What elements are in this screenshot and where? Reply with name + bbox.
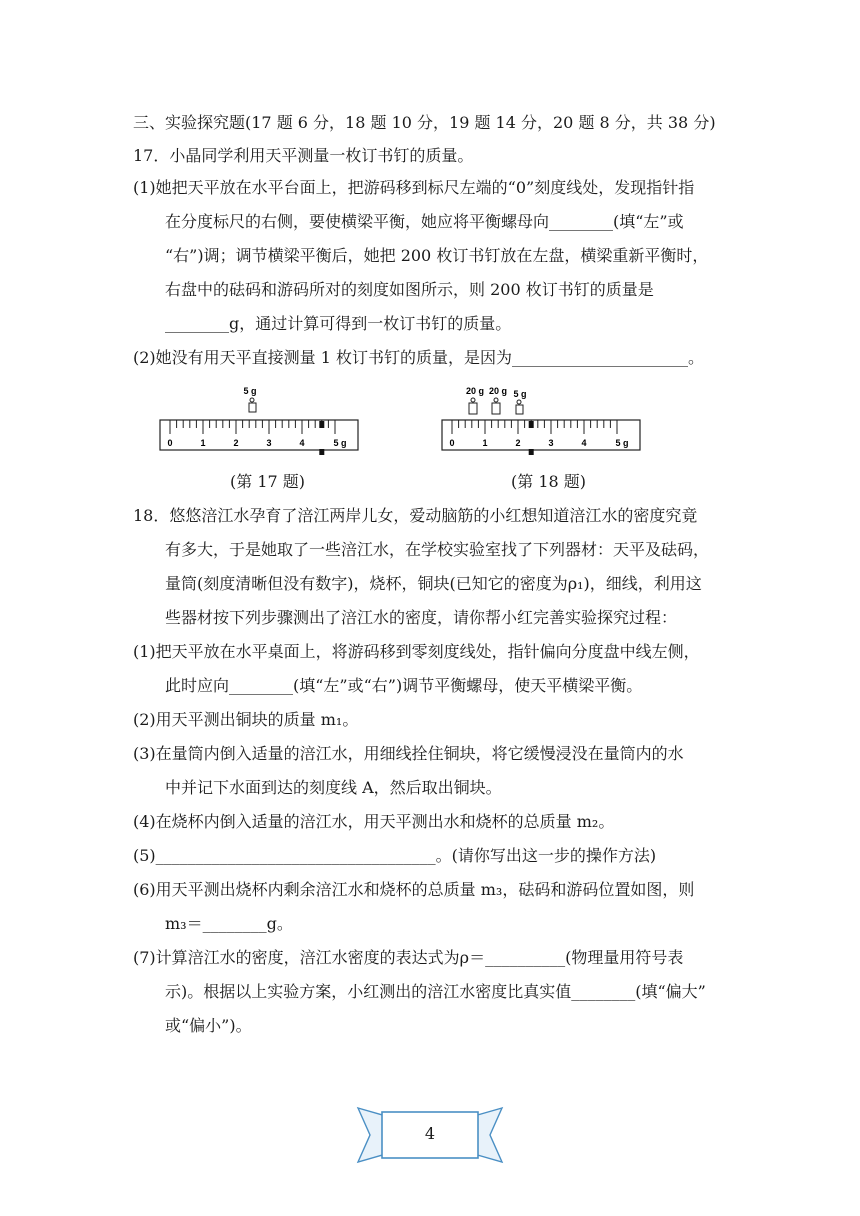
q17-part1-line3: “右”)调；调节横梁平衡后，她把 200 枚订书钉放在左盘，横梁重新平衡时， — [165, 246, 709, 265]
weight-20g-2 — [489, 386, 507, 414]
tick-label: 3 — [548, 438, 554, 448]
scale-tick-labels — [167, 438, 346, 448]
tick-label: 1 — [482, 438, 488, 448]
q18-step6-line2: m₃＝________g。 — [165, 914, 293, 933]
q18-step1-line2: 此时应向________(填“左”或“右”)调节平衡螺母，使天平横梁平衡。 — [165, 676, 643, 695]
rider-top — [319, 421, 324, 428]
q18-stem-line4: 些器材按下列步骤测出了涪江水的密度，请你帮小红完善实验探究过程： — [165, 608, 678, 627]
rider-marker — [529, 421, 534, 455]
q18-step7-line3: 或“偏小”)。 — [165, 1016, 252, 1035]
tick-label: 0 — [449, 438, 455, 448]
tick-label: 4 — [299, 438, 305, 448]
q18-step1-line1: (1)把天平放在水平桌面上，将游码移到零刻度线处，指针偏向分度盘中线左侧， — [133, 642, 700, 661]
weight-label: 5 g — [513, 389, 527, 399]
q18-step7-line2: 示)。根据以上实验方案，小红测出的涪江水密度比真实值________(填“偏大” — [165, 982, 706, 1001]
scale-ticks — [170, 420, 335, 434]
figure-17-caption: (第 17 题) — [230, 472, 306, 491]
q18-step3-line2: 中并记下水面到达的刻度线 A，然后取出铜块。 — [165, 778, 502, 797]
weight-20g-1 — [466, 386, 484, 414]
weight-label: 5 g — [243, 386, 257, 396]
q18-stem-line3: 量筒(刻度清晰但没有数字)，烧杯，铜块(已知它的密度为ρ₁)，细线，利用这 — [165, 574, 702, 593]
scale-tick-labels — [449, 438, 628, 448]
weight-label: 20 g — [488, 386, 508, 396]
q18-stem-line2: 有多大，于是她取了一些涪江水，在学校实验室找了下列器材：天平及砝码， — [165, 540, 710, 559]
tick-label: 2 — [233, 438, 239, 448]
tick-label: 5 g — [333, 438, 347, 448]
q18-step5: (5)___________________________________。(请你写出这一步的操作方法) — [133, 846, 657, 865]
rider-top — [529, 421, 534, 428]
q18-step4: (4)在烧杯内倒入适量的涪江水，用天平测出水和烧杯的总质量 m₂。 — [133, 812, 615, 831]
q18-step7-line1: (7)计算涪江水的密度，涪江水密度的表达式为ρ＝__________(物理量用符号表 — [133, 948, 684, 967]
scale-ticks — [452, 420, 617, 434]
rider-marker — [319, 421, 324, 455]
rider-bottom — [529, 449, 534, 455]
tick-label: 1 — [200, 438, 206, 448]
q17-part1-line1: (1)她把天平放在水平台面上，把游码移到标尺左端的“0”刻度线处，发现指针指 — [133, 178, 695, 197]
rider-bottom — [319, 449, 324, 455]
figure-18-caption: (第 18 题) — [511, 472, 587, 491]
figure-17-balance-scale — [150, 380, 370, 460]
q17-part1-line2: 在分度标尺的右侧，要使横梁平衡，她应将平衡螺母向________(填“左”或 — [165, 212, 684, 231]
tick-label: 5 g — [615, 438, 629, 448]
q17-part2: (2)她没有用天平直接测量 1 枚订书钉的质量，是因为______________________。 — [133, 348, 705, 367]
figure-18-balance-scale — [432, 380, 652, 460]
weight-5g — [243, 386, 256, 412]
tick-label: 4 — [581, 438, 587, 448]
q18-step3-line1: (3)在量筒内倒入适量的涪江水，用细线拴住铜块，将它缓慢浸没在量筒内的水 — [133, 744, 684, 763]
q17-part1-line5: ________g，通过计算可得到一枚订书钉的质量。 — [165, 314, 512, 333]
section-title: 三、实验探究题(17 题 6 分，18 题 10 分，19 题 14 分，20 题 8 分，共 38 分) — [133, 113, 716, 132]
q18-step6-line1: (6)用天平测出烧杯内剩余涪江水和烧杯的总质量 m₃，砝码和游码位置如图，则 — [133, 880, 695, 899]
weight-5g — [513, 389, 526, 414]
page-number: 4 — [424, 1124, 436, 1143]
q18-stem-line1: 18．悠悠涪江水孕育了涪江两岸儿女，爱动脑筋的小红想知道涪江水的密度究竟 — [133, 506, 698, 525]
tick-label: 0 — [167, 438, 173, 448]
q17-part1-line4: 右盘中的砝码和游码所对的刻度如图所示，则 200 枚订书钉的质量是 — [165, 280, 654, 299]
q17-stem: 17．小晶同学利用天平测量一枚订书钉的质量。 — [133, 146, 474, 165]
q18-step2: (2)用天平测出铜块的质量 m₁。 — [133, 710, 359, 729]
tick-label: 3 — [266, 438, 272, 448]
weight-label: 20 g — [465, 386, 485, 396]
tick-label: 2 — [515, 438, 521, 448]
